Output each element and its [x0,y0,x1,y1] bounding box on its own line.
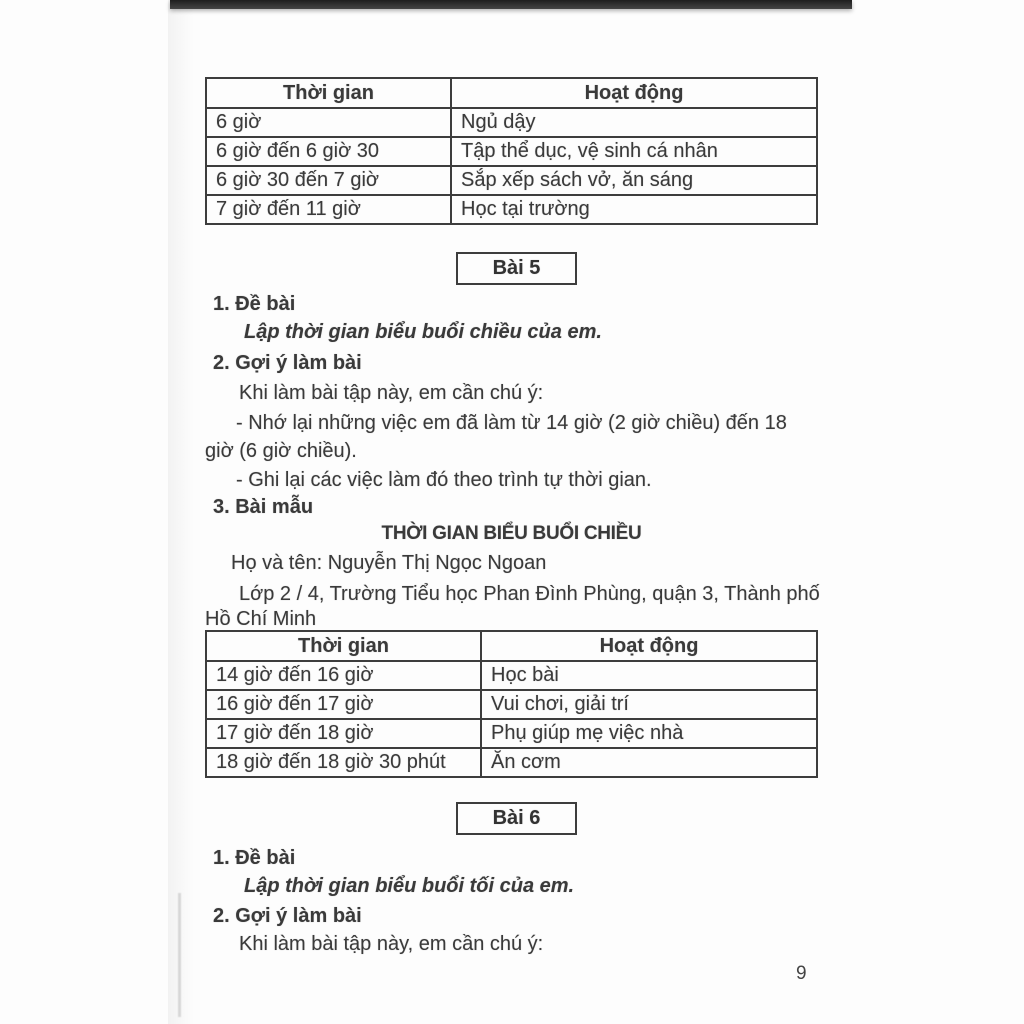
sample-student-name: Họ và tên: Nguyễn Thị Ngọc Ngoan [231,552,547,574]
section5-heading-topic: 1. Đề bài [213,293,296,315]
table-row [206,137,817,166]
table-row [206,195,817,224]
table-row [206,108,817,137]
time-cell: 6 giờ đến 6 giờ 30 [206,137,451,166]
section5-heading-hints: 2. Gợi ý làm bài [213,352,362,374]
activity-cell: Học tại trường [451,195,817,224]
morning-schedule-table [205,77,818,225]
column-header-activity: Hoạt động [481,631,817,661]
time-cell: 14 giờ đến 16 giờ [206,661,481,690]
page-edge-line [178,893,181,1017]
table-row [206,661,817,690]
section5-bullet1-line1: - Nhớ lại những việc em đã làm từ 14 giờ (2 giờ chiều) đến 18 [236,412,787,434]
activity-cell: Ngủ dậy [451,108,817,137]
activity-cell: Vui chơi, giải trí [481,690,817,719]
table-row [206,748,817,777]
time-cell: 17 giờ đến 18 giờ [206,719,481,748]
activity-cell: Sắp xếp sách vở, ăn sáng [451,166,817,195]
sample-class-line1: Lớp 2 / 4, Trường Tiểu học Phan Đình Phùng, quận 3, Thành phố [239,583,820,605]
page-number: 9 [796,963,807,984]
section5-heading-sample: 3. Bài mẫu [213,496,314,518]
table-header-row [206,631,817,661]
time-cell: 6 giờ [206,108,451,137]
column-header-activity: Hoạt động [451,78,817,108]
activity-cell: Ăn cơm [481,748,817,777]
table-row [206,166,817,195]
afternoon-schedule-table [205,630,818,778]
lesson-6-box [456,802,577,835]
column-header-time: Thời gian [206,631,481,661]
lesson-6-label: Bài 6 [492,807,541,829]
page-edge-shading [168,0,194,1024]
lesson-5-box [456,252,577,285]
sample-schedule-title: THỜI GIAN BIỂU BUỔI CHIỀU [381,523,642,544]
activity-cell: Học bài [481,661,817,690]
section5-note-line: Khi làm bài tập này, em cần chú ý: [239,382,544,404]
table-row [206,719,817,748]
section6-note-line: Khi làm bài tập này, em cần chú ý: [239,933,544,955]
time-cell: 16 giờ đến 17 giờ [206,690,481,719]
book-top-strip [170,0,852,9]
activity-cell: Phụ giúp mẹ việc nhà [481,719,817,748]
section5-topic-text: Lập thời gian biểu buổi chiều của em. [244,321,602,343]
sample-class-line2: Hồ Chí Minh [205,608,317,630]
time-cell: 6 giờ 30 đến 7 giờ [206,166,451,195]
time-cell: 18 giờ đến 18 giờ 30 phút [206,748,481,777]
lesson-5-label: Bài 5 [492,257,541,279]
table-header-row [206,78,817,108]
section6-heading-topic: 1. Đề bài [213,847,296,869]
time-cell: 7 giờ đến 11 giờ [206,195,451,224]
column-header-time: Thời gian [206,78,451,108]
activity-cell: Tập thể dục, vệ sinh cá nhân [451,137,817,166]
section6-topic-text: Lập thời gian biểu buổi tối của em. [244,875,575,897]
table-row [206,690,817,719]
section5-bullet2-line: - Ghi lại các việc làm đó theo trình tự thời gian. [236,469,652,491]
section5-bullet1-line2: giờ (6 giờ chiều). [205,440,357,462]
section6-heading-hints: 2. Gợi ý làm bài [213,905,362,927]
